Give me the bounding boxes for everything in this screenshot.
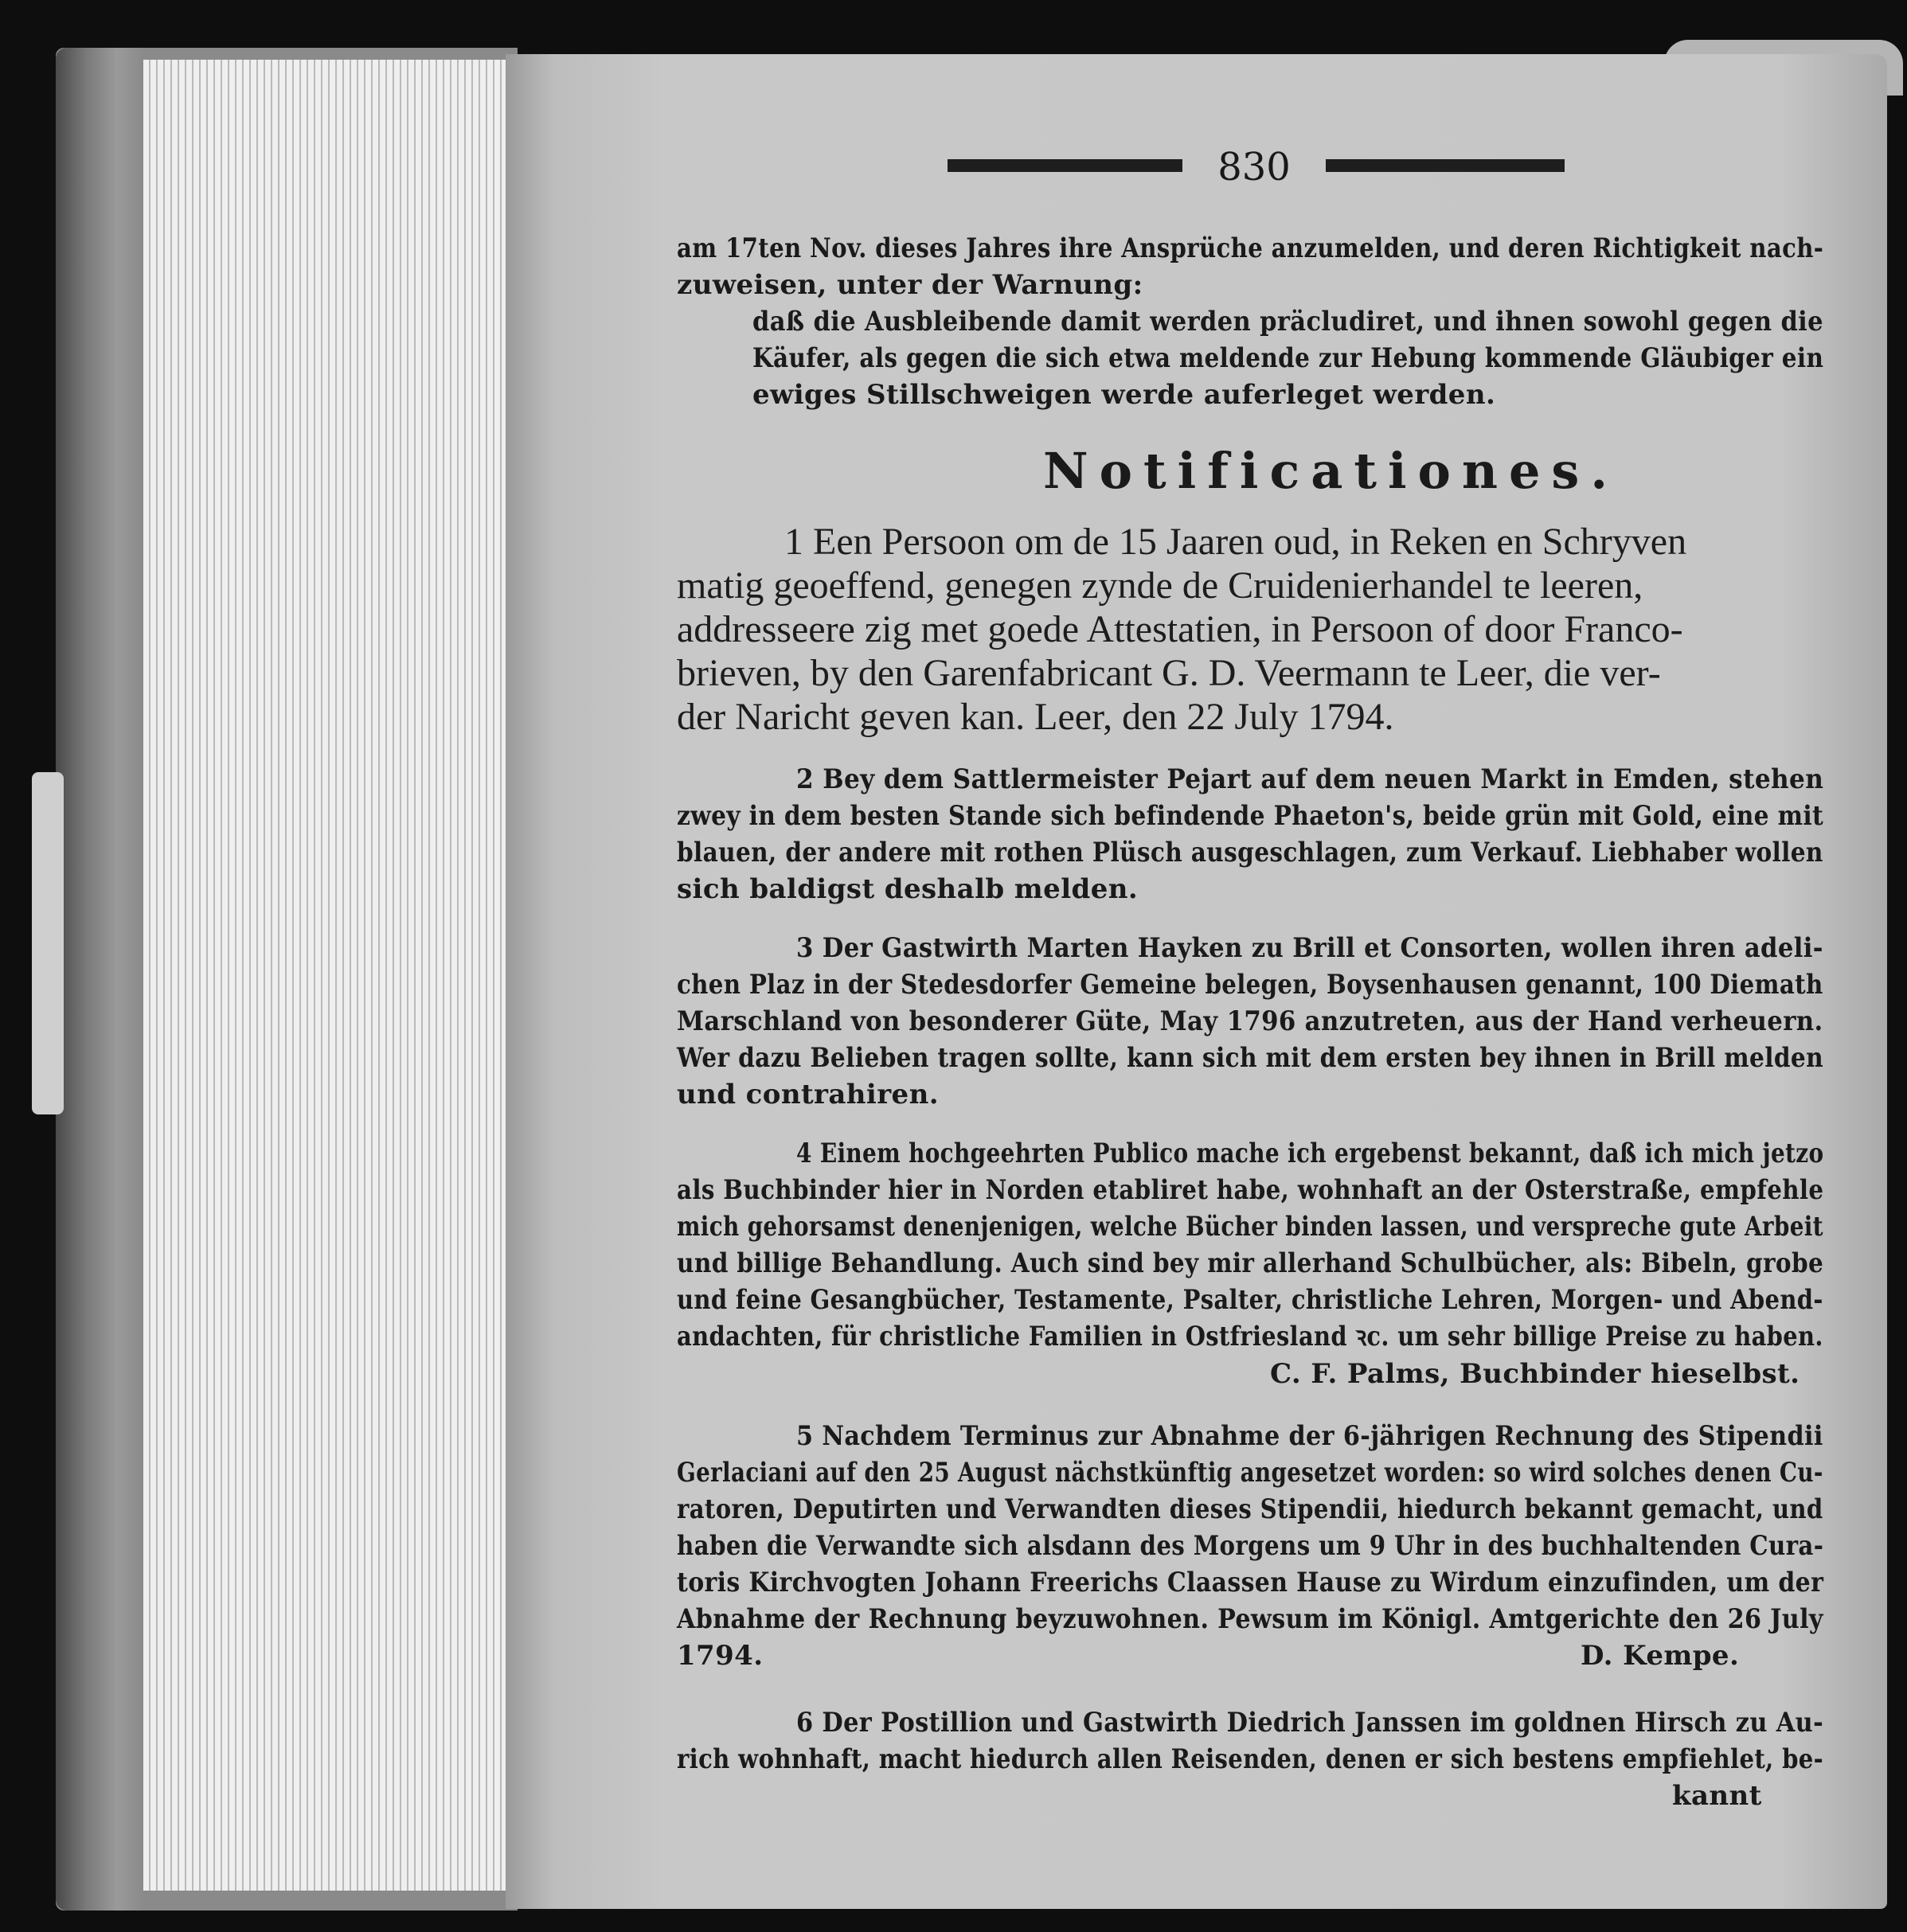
- page-edges: [143, 60, 514, 1891]
- notice-1-line: 1 Een Persoon om de 15 Jaaren oud, in Reken en Schryven: [784, 521, 1687, 563]
- catchword: kannt: [1672, 1780, 1762, 1812]
- notice-4-line: als Buchbinder hier in Norden etabliret habe, wohnhaft an der Osterstraße, empfehle: [677, 1174, 1824, 1206]
- notice-5-line: haben die Verwandte sich alsdann des Morgens um 9 Uhr in des buchhaltenden Cura-: [677, 1530, 1824, 1562]
- notice-1-line: matig geoeffend, genegen zynde de Cruidenierhandel te leeren,: [677, 564, 1643, 607]
- notice-1-line: brieven, by den Garenfabricant G. D. Veermann te Leer, die ver-: [677, 652, 1661, 694]
- book-spine: [56, 48, 143, 1911]
- intro-line: ewiges Stillschweigen werde auferleget werden.: [752, 379, 1496, 411]
- notice-3-line: 3 Der Gastwirth Marten Hayken zu Brill et Consorten, wollen ihren adeli-: [796, 932, 1823, 964]
- notice-2-line: 2 Bey dem Sattlermeister Pejart auf dem neuen Markt in Emden, stehen: [796, 763, 1824, 795]
- header-rule-right: [1326, 159, 1565, 172]
- header-rule-left: [948, 159, 1182, 172]
- notice-3-line: und contrahiren.: [677, 1079, 939, 1110]
- intro-line: zuweisen, unter der Warnung:: [677, 269, 1143, 301]
- intro-line: Käufer, als gegen die sich etwa meldende zur Hebung kommende Gläubiger ein: [752, 342, 1824, 374]
- section-heading: Notificationes.: [1043, 442, 1619, 500]
- page-number: 830: [1217, 145, 1291, 189]
- notice-2-line: zwey in dem besten Stande sich befindende Phaeton's, beide grün mit Gold, eine mit: [677, 800, 1824, 832]
- notice-4-line: mich gehorsamst denenjenigen, welche Bücher binden lassen, und verspreche gute Arbeit: [677, 1211, 1823, 1243]
- notice-4-signature: C. F. Palms, Buchbinder hieselbst.: [1270, 1358, 1800, 1390]
- notice-5-line: Gerlaciani auf den 25 August nächstkünftig angesetzet worden: so wird solches denen Cu-: [677, 1457, 1823, 1489]
- notice-2-line: blauen, der andere mit rothen Plüsch ausgeschlagen, zum Verkauf. Liebhaber wollen: [677, 837, 1823, 868]
- page-header: [948, 143, 1565, 191]
- notice-4-line: und feine Gesangbücher, Testamente, Psalter, christliche Lehren, Morgen- und Abend-: [677, 1284, 1823, 1316]
- notice-5-line: 5 Nachdem Terminus zur Abnahme der 6-jährigen Rechnung des Stipendii: [796, 1420, 1823, 1452]
- intro-line: daß die Ausbleibende damit werden präcludiret, und ihnen sowohl gegen die: [752, 306, 1823, 338]
- notice-4-line: und billige Behandlung. Auch sind bey mir allerhand Schulbücher, als: Bibeln, grobe: [677, 1247, 1824, 1279]
- notice-6-line: 6 Der Postillion und Gastwirth Diedrich Janssen im goldnen Hirsch zu Au-: [796, 1707, 1824, 1739]
- spine-tab: [32, 772, 64, 1114]
- notice-3-line: chen Plaz in der Stedesdorfer Gemeine belegen, Boysenhausen genannt, 100 Diemath: [677, 969, 1823, 1001]
- notice-4-line: 4 Einem hochgeehrten Publico mache ich ergebenst bekannt, daß ich mich jetzo: [796, 1138, 1824, 1169]
- notice-3-line: Marschland von besonderer Güte, May 1796 anzutreten, aus der Hand verheuern.: [677, 1005, 1823, 1037]
- notice-5-line: toris Kirchvogten Johann Freerichs Claassen Hause zu Wirdum einzufinden, um der: [677, 1567, 1824, 1598]
- notice-6-line: rich wohnhaft, macht hiedurch allen Reisenden, denen er sich bestens empfiehlet, be-: [677, 1743, 1824, 1775]
- notice-1-line: addresseere zig met goede Attestatien, in Persoon of door Franco-: [677, 608, 1683, 650]
- notice-3-line: Wer dazu Belieben tragen sollte, kann sich mit dem ersten bey ihnen in Brill melden: [677, 1042, 1824, 1074]
- intro-line: am 17ten Nov. dieses Jahres ihre Ansprüche anzumelden, und deren Richtigkeit nach-: [677, 232, 1824, 264]
- notice-5-year: 1794.: [677, 1640, 764, 1672]
- notice-2-line: sich baldigst deshalb melden.: [677, 873, 1139, 905]
- notice-5-signature: D. Kempe.: [1581, 1640, 1740, 1672]
- notice-1-line: der Naricht geven kan. Leer, den 22 July 1794.: [677, 696, 1394, 738]
- notice-4-line: andachten, für christliche Familien in Ostfriesland ꝛc. um sehr billige Preise zu haben.: [677, 1321, 1823, 1352]
- notice-5-line: ratoren, Deputirten und Verwandten dieses Stipendii, hiedurch bekannt gemacht, und: [677, 1493, 1823, 1525]
- notice-5-line: Abnahme der Rechnung beyzuwohnen. Pewsum im Königl. Amtgerichte den 26 July: [677, 1603, 1823, 1635]
